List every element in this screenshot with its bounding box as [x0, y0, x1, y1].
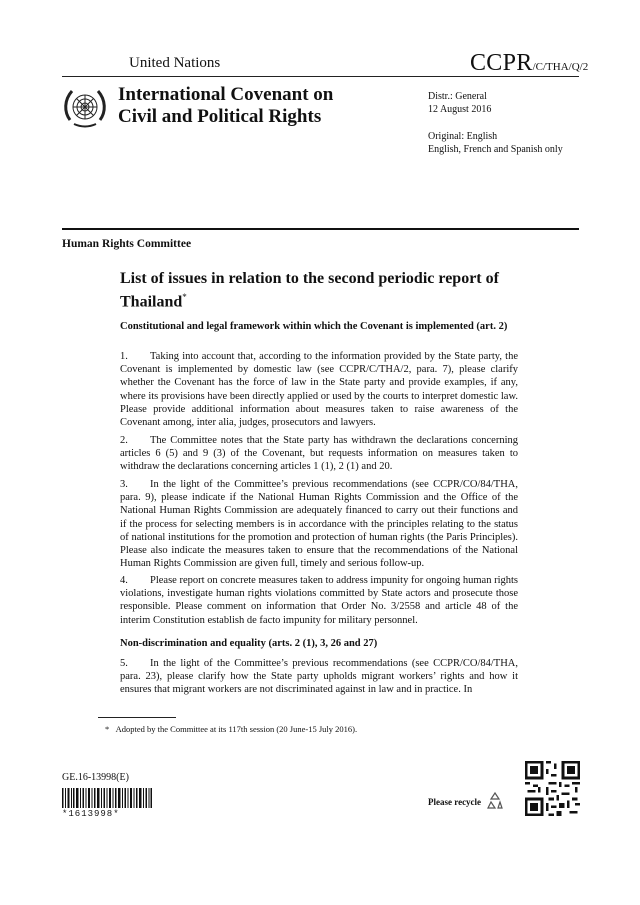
paragraph — [120, 478, 518, 570]
paragraph-number: 5. — [120, 658, 128, 669]
paragraph — [120, 574, 518, 627]
paragraph-number: 2. — [120, 435, 128, 446]
paragraph-number: 3. — [120, 479, 128, 490]
paragraph-text: The Committee notes that the State party has withdrawn the declarations concerning articles 6 (5) and 9 (3) of the Covenant, but requests information on measures taken to withdraw the declarations concerning articles 1 (1), 2 (1) and 20. — [120, 435, 518, 473]
languages: English, French and Spanish only — [428, 144, 563, 155]
covenant-title — [118, 84, 388, 128]
footnote-text: Adopted by the Committee at its 117th session (20 June-15 July 2016). — [115, 724, 358, 734]
paragraph-number: 4. — [120, 575, 128, 586]
paragraph-text: In the light of the Committee’s previous recommendations (see CCPR/CO/84/THA, para. 9), please indicate if the National Human Rights Commission and the Office of the National Human Rights Commission are adequately financed to carry out their functions and if the process for selecting members is in accordance with the principles relating to the status of national institutions for the promotion and protection of human rights (the Paris Principles). Please also indicate the measures taken to ensure that the recommendations of the National Human Rights Commission are given full, timely and serious follow-up. — [120, 479, 518, 570]
original-language: Original: English — [428, 131, 498, 142]
qr-code-icon — [525, 761, 580, 816]
section-heading: Constitutional and legal framework within which the Covenant is implemented (art. 2) — [120, 321, 508, 332]
issue-date: 12 August 2016 — [428, 104, 492, 115]
org-name: United Nations — [129, 55, 221, 71]
paragraph-text: Taking into account that, according to the information provided by the State party, the Covenant is implemented by domestic law (see CCPR/C/THA/2, para. 7), please clarify whether the Covenant has the force of law in the State party and provide examples, if any, where its provisions have been directly applied or used by the courts to interpret domestic law. Please provide additional information about measures taken to raise awareness of the Covenant among, inter alia, judges, prosecutors and lawyers. — [120, 351, 518, 429]
footnote — [105, 724, 357, 734]
paragraph-number: 1. — [120, 351, 128, 362]
footnote-mark: * — [105, 724, 110, 734]
barcode-number: *1613998* — [62, 809, 120, 819]
document-symbol — [470, 50, 588, 77]
paragraph-text: Please report on concrete measures taken to address impunity for ongoing human rights violations, investigate human rights violations committed by State actors and prosecute those responsible. Please comment on information that Order No. 3/2558 and article 48 of the interim Constitution establish de facto impunity for military personnel. — [120, 575, 518, 626]
job-number: GE.16-13998(E) — [62, 772, 129, 783]
paragraph — [120, 657, 518, 697]
symbol-suffix: /C/THA/Q/2 — [532, 61, 589, 73]
recycle-icon — [484, 790, 506, 812]
distribution-block — [428, 90, 491, 116]
covenant-title-line1: International Covenant on — [118, 84, 334, 105]
distribution: Distr.: General — [428, 91, 487, 102]
footnote-rule — [98, 717, 176, 718]
paragraph — [120, 350, 518, 429]
header-rule — [62, 76, 579, 77]
committee-name: Human Rights Committee — [62, 238, 192, 250]
title-rule — [62, 228, 579, 230]
paragraph — [120, 434, 518, 474]
paragraph-text: In the light of the Committee’s previous recommendations (see CCPR/CO/84/THA, para. 23), please clarify how the State party upholds migrant workers’ rights and how it ensures that migrant workers are not discriminated against in law and in practice. In — [120, 658, 518, 696]
section-heading: Non-discrimination and equality (arts. 2 (1), 3, 26 and 27) — [120, 638, 378, 649]
barcode-icon — [62, 788, 152, 808]
document-title-text: List of issues in relation to the second periodic report of Thailand — [120, 270, 499, 311]
recycle-label: Please recycle — [428, 797, 482, 807]
symbol-main: CCPR — [470, 50, 533, 76]
document-title — [120, 269, 560, 311]
un-emblem-icon — [60, 82, 110, 132]
covenant-title-line2: Civil and Political Rights — [118, 106, 322, 127]
title-footnote-mark: * — [182, 292, 187, 302]
language-block — [428, 130, 563, 156]
